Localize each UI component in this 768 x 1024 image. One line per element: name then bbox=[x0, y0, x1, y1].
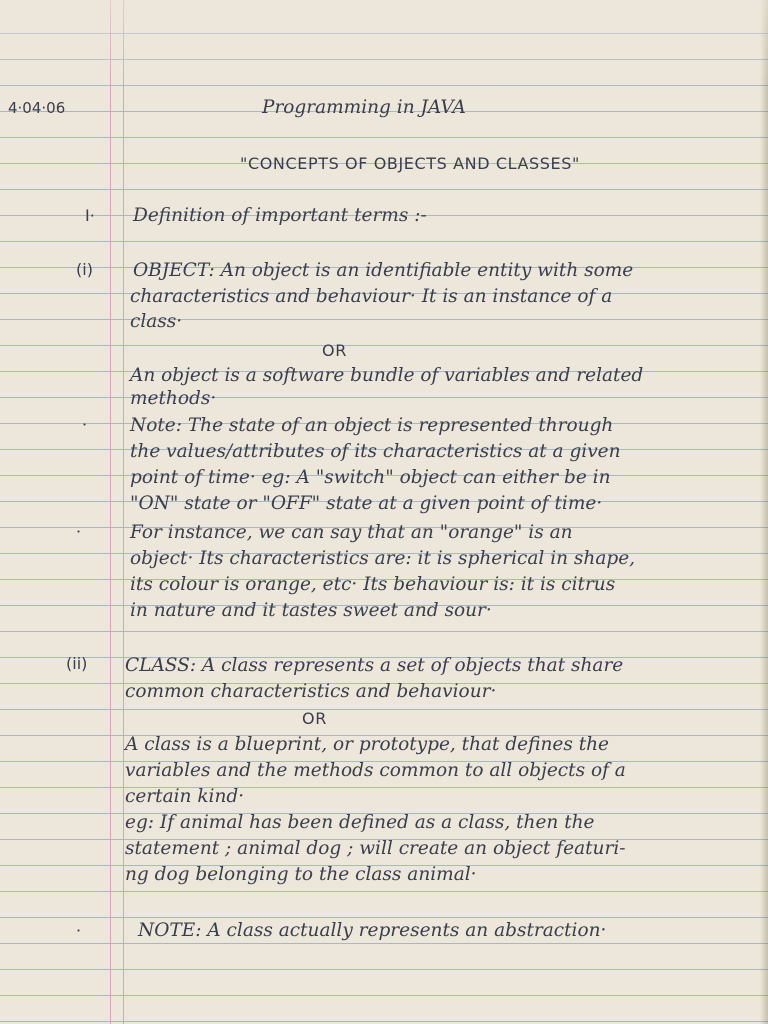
object-line-2: characteristics and behaviour· It is an instance of a bbox=[130, 286, 613, 307]
margin-line-left bbox=[110, 0, 111, 1024]
object-example-line-2: object· Its characteristics are: it is spherical in shape, bbox=[130, 548, 636, 569]
class-alt-line-6: ng dog belonging to the class animal· bbox=[125, 864, 477, 885]
object-number: (i) bbox=[76, 260, 93, 279]
class-note-bullet: · bbox=[76, 921, 82, 940]
object-alt-line-2: methods· bbox=[130, 388, 217, 409]
object-example-line-3: its colour is orange, etc· Its behaviour is: it is citrus bbox=[130, 574, 616, 595]
object-note-line-3: point of time· eg: A "switch" object can either be in bbox=[130, 467, 611, 488]
object-line-3: class· bbox=[130, 311, 183, 332]
object-note-line-2: the values/attributes of its characteristics at a given bbox=[130, 441, 621, 462]
section-heading: Definition of important terms :- bbox=[133, 205, 427, 226]
page-date: 4·04·06 bbox=[8, 99, 66, 117]
margin-line-right bbox=[123, 0, 124, 1024]
object-alt-line-1: An object is a software bundle of variables and related bbox=[130, 365, 644, 386]
class-alt-line-4: eg: If animal has been defined as a class, then the bbox=[125, 812, 595, 833]
class-line-1: CLASS: A class represents a set of objects that share bbox=[125, 655, 624, 676]
object-line-1: OBJECT: An object is an identifiable entity with some bbox=[133, 260, 634, 281]
object-note-line-4: "ON" state or "OFF" state at a given point of time· bbox=[130, 493, 603, 514]
class-note: NOTE: A class actually represents an abstraction· bbox=[138, 920, 607, 941]
class-or: OR bbox=[302, 709, 327, 728]
object-example-line-1: For instance, we can say that an "orange" is an bbox=[130, 522, 573, 543]
class-alt-line-1: A class is a blueprint, or prototype, that defines the bbox=[125, 734, 610, 755]
page-title: Programming in JAVA bbox=[262, 97, 466, 118]
class-alt-line-2: variables and the methods common to all objects of a bbox=[125, 760, 626, 781]
page-edge-shadow bbox=[760, 0, 768, 1024]
object-note-line-1: Note: The state of an object is represented through bbox=[130, 415, 614, 436]
page-subtitle: "CONCEPTS OF OBJECTS AND CLASSES" bbox=[240, 154, 580, 173]
object-note-bullet: · bbox=[82, 415, 88, 434]
object-or: OR bbox=[322, 341, 347, 360]
section-number: I· bbox=[85, 206, 95, 225]
class-number: (ii) bbox=[66, 654, 88, 673]
class-line-2: common characteristics and behaviour· bbox=[125, 681, 497, 702]
class-alt-line-5: statement ; animal dog ; will create an object featuri- bbox=[125, 838, 626, 859]
object-example-line-4: in nature and it tastes sweet and sour· bbox=[130, 600, 492, 621]
class-alt-line-3: certain kind· bbox=[125, 786, 245, 807]
object-example-bullet: · bbox=[76, 522, 82, 541]
